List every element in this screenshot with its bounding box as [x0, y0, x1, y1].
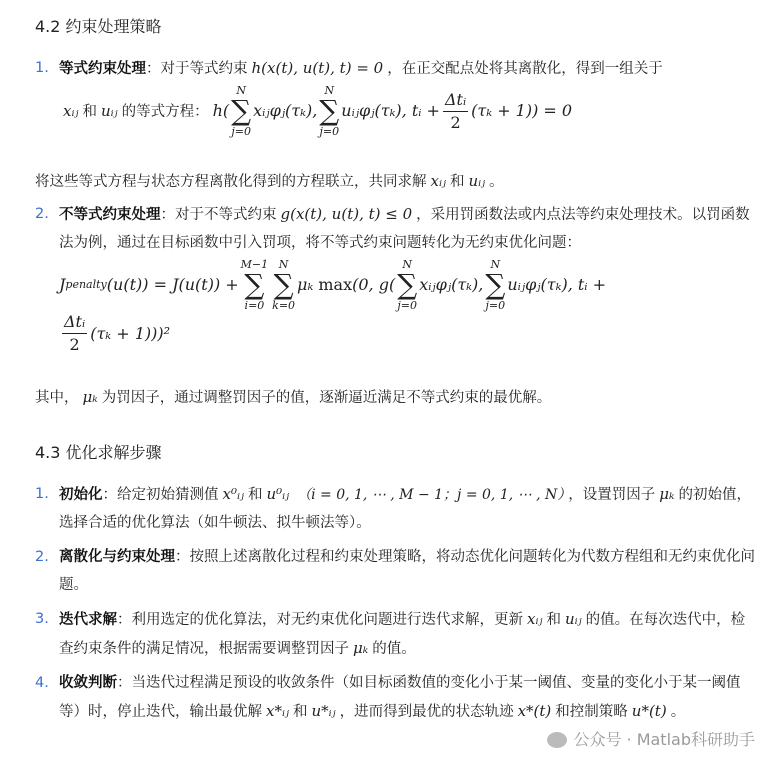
- text: 和: [292, 704, 308, 721]
- equality-equation: [213, 85, 573, 137]
- text: 和控制策略: [555, 704, 628, 721]
- penalty-equation-tail: [59, 313, 170, 353]
- fraction: [62, 313, 87, 353]
- denominator: 2: [450, 112, 461, 132]
- list-number: 2.: [35, 206, 49, 222]
- eq-part: (τₖ + 1)))²: [90, 323, 171, 343]
- sum-lower: j=0: [397, 299, 417, 312]
- sum-upper: N: [324, 84, 335, 97]
- text: ：当迭代过程满足预设的收敛条件（如目标函数值的变化小于某一阈值、变量的变化小于某一阈值等）时，停止迭代，输出最优解: [59, 675, 741, 721]
- list-number: 1.: [35, 486, 49, 503]
- eq-part: uᵢⱼφⱼ(τₖ), tᵢ +: [507, 275, 607, 295]
- sum-upper: N: [490, 258, 501, 271]
- text: 和: [546, 612, 561, 629]
- text: 和: [449, 174, 465, 190]
- step-initialization: [35, 480, 757, 537]
- sum-lower: j=0: [231, 125, 251, 138]
- equality-equation-line: [59, 85, 757, 137]
- sum-symbol: N ∑ j=0: [231, 84, 252, 138]
- sum-upper: M−1: [240, 258, 269, 271]
- penalty-equation-line: [59, 259, 757, 311]
- text: ，进而得到最优的状态轨迹: [339, 704, 514, 721]
- paragraph-joint-solve: [35, 167, 757, 196]
- step-discretization: [35, 543, 757, 599]
- math: xᵢⱼ: [63, 101, 79, 120]
- math: μₖ: [659, 485, 675, 504]
- item-title: 不等式约束处理: [59, 207, 161, 223]
- text: ：给定初始猜测值: [102, 487, 219, 504]
- text: ，采用罚函数法或内点法等约束处理技术。以罚函数法为例，通过在目标函数中引入罚项，将不等式约束问题转化为无约束优化问题：: [59, 207, 750, 251]
- eq-part: xᵢⱼφⱼ(τₖ),: [419, 275, 484, 295]
- math: uᵢⱼ: [100, 101, 118, 120]
- math: h(x(t), u(t), t) = 0: [251, 59, 384, 77]
- math: x*ᵢⱼ: [266, 702, 289, 721]
- watermark: [547, 726, 755, 754]
- list-item-inequality-constraint: [35, 200, 757, 353]
- text: ，在正交配点处将其离散化，得到一组关于: [387, 61, 663, 77]
- text: 。: [489, 174, 504, 190]
- list-number: 2.: [35, 549, 49, 566]
- text: 的值。在每次迭代中，检查约束条件的满足情况，根据需要调整罚因子: [59, 612, 746, 658]
- text: 。: [670, 704, 686, 721]
- math: g(x(t), u(t), t) ≤ 0: [280, 205, 413, 223]
- text: 将这些等式方程与状态方程离散化得到的方程联立，共同求解: [35, 174, 427, 190]
- sum-symbol: N ∑ k=0: [272, 258, 296, 312]
- math: （i = 0, 1, ⋯ , M − 1；j = 0, 1, ⋯ , N）: [297, 487, 565, 504]
- math: u*ᵢⱼ: [311, 702, 336, 721]
- math: xᵢⱼ: [430, 172, 446, 190]
- denominator: 2: [69, 334, 80, 354]
- math: uᵢⱼ: [468, 172, 486, 190]
- sum-lower: j=0: [319, 125, 340, 138]
- eq-subscript: penalty: [65, 278, 107, 292]
- wechat-icon: [547, 732, 567, 748]
- text: 的值。: [372, 641, 416, 658]
- text: ：对于等式约束: [146, 61, 248, 77]
- sum-lower: i=0: [244, 299, 265, 312]
- sum-symbol: N ∑ j=0: [319, 84, 340, 138]
- list-number: 1.: [35, 60, 49, 76]
- paragraph-penalty-factor: [35, 383, 757, 412]
- text: 为罚因子，通过调整罚因子的值，逐渐逼近满足不等式约束的最优解。: [101, 390, 552, 407]
- item-title: 收敛判断: [59, 675, 117, 692]
- fraction: [443, 91, 468, 131]
- math: uᵢⱼ: [564, 610, 582, 629]
- sum-lower: j=0: [485, 299, 506, 312]
- text: 的初始值，选择合适的优化算法（如牛顿法、拟牛顿法等）。: [59, 487, 751, 532]
- text: ：利用选定的优化算法，对无约束优化问题进行迭代求解，更新: [117, 612, 523, 629]
- sum-upper: N: [402, 258, 412, 271]
- item-title: 初始化: [59, 487, 103, 504]
- math: x⁰ᵢⱼ: [222, 485, 244, 504]
- item-title: 离散化与约束处理: [59, 549, 175, 566]
- eq-part: J: [59, 275, 66, 295]
- text: 和: [82, 103, 97, 120]
- watermark-text: 公众号 · Matlab科研助手: [573, 730, 755, 750]
- text: ：按照上述离散化过程和约束处理策略，将动态优化问题转化为代数方程组和无约束优化问题。: [59, 549, 755, 594]
- eq-part: μₖ: [297, 275, 314, 295]
- eq-part: max: [318, 275, 353, 295]
- math: u*(t): [631, 702, 667, 721]
- eq-part: xᵢⱼφⱼ(τₖ),: [253, 101, 318, 121]
- step-convergence: [35, 669, 757, 754]
- item-title: 等式约束处理: [59, 61, 146, 77]
- eq-part: (τₖ + 1)) = 0: [471, 101, 573, 121]
- text: ，设置罚因子: [568, 487, 656, 504]
- text: 其中，: [35, 390, 79, 407]
- math: μₖ: [353, 639, 369, 658]
- eq-part: uᵢⱼφⱼ(τₖ), tᵢ +: [341, 101, 440, 121]
- sum-symbol: M−1 ∑ i=0: [240, 258, 269, 312]
- sum-upper: N: [236, 84, 246, 97]
- eq-part: h(: [212, 101, 230, 121]
- sum-symbol: N ∑ j=0: [397, 258, 418, 312]
- step-iteration: [35, 605, 757, 663]
- section-heading-4-3: 4.3 优化求解步骤: [35, 443, 162, 463]
- penalty-equation: [59, 259, 606, 311]
- math: μₖ: [82, 388, 98, 407]
- numerator: Δtᵢ: [443, 91, 468, 112]
- eq-part: (0, g(: [352, 275, 396, 295]
- eq-part: (u(t)) = J(u(t)) +: [106, 275, 239, 295]
- math: u⁰ᵢⱼ: [266, 485, 290, 504]
- list-item-equality-constraint: [35, 54, 757, 137]
- math: x*(t): [517, 702, 552, 721]
- item-title: 迭代求解: [59, 612, 117, 629]
- section-heading-4-2: 4.2 约束处理策略: [35, 17, 162, 36]
- sum-lower: k=0: [272, 299, 296, 312]
- text: ：对于不等式约束: [160, 207, 277, 223]
- penalty-equation-continued: [59, 313, 757, 353]
- list-number: 4.: [35, 675, 49, 692]
- list-number: 3.: [35, 611, 49, 628]
- text: 和: [247, 487, 263, 504]
- math: xᵢⱼ: [527, 610, 543, 629]
- sum-symbol: N ∑ j=0: [485, 258, 506, 312]
- numerator: Δtᵢ: [62, 313, 87, 334]
- text: 的等式方程：: [121, 103, 209, 120]
- sum-upper: N: [278, 258, 289, 271]
